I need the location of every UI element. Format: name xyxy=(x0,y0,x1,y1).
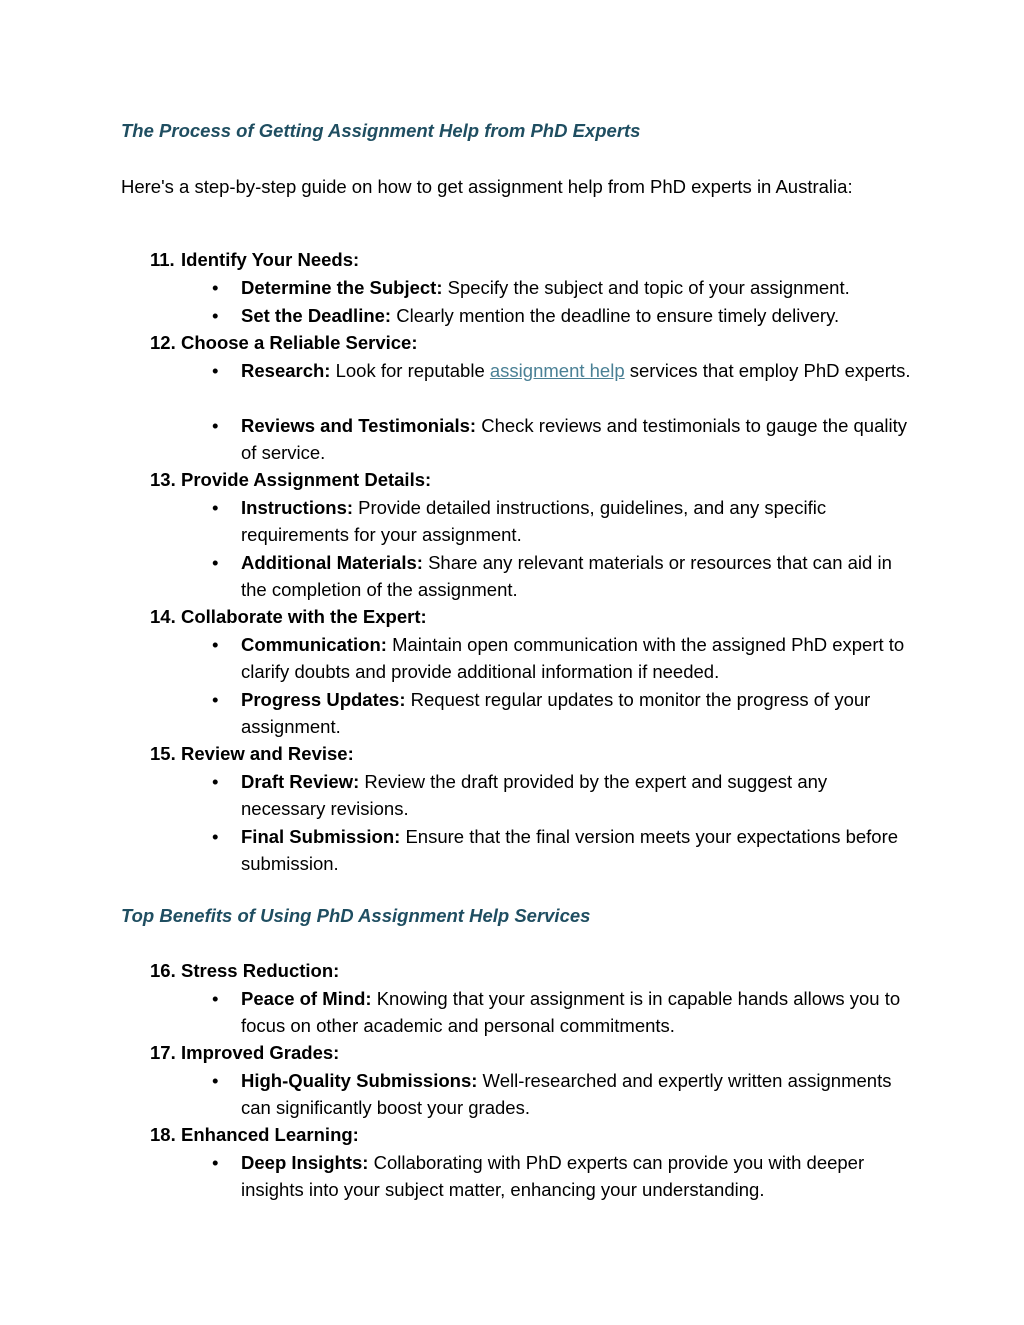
list-item-title-text: Improved Grades: xyxy=(181,1042,340,1063)
bullet-icon: • xyxy=(212,360,219,381)
list-item-number: 12. xyxy=(150,332,176,353)
bullet-item xyxy=(212,686,912,740)
list-item-title xyxy=(150,957,339,984)
bullet-label: Communication: xyxy=(241,634,387,655)
bullet-label: Final Submission: xyxy=(241,826,401,847)
list-item-title xyxy=(150,246,359,273)
list-item-title-text: Collaborate with the Expert: xyxy=(181,606,427,627)
bullet-icon: • xyxy=(212,415,219,436)
bullet-text: Well-researched and expertly written assignments can significantly boost your grades. xyxy=(241,1070,892,1118)
bullet-text: Request regular updates to monitor the progress of your assignment. xyxy=(241,689,871,737)
bullet-icon: • xyxy=(212,552,219,573)
list-item-title xyxy=(150,740,354,767)
bullet-icon: • xyxy=(212,988,219,1009)
list-item-title-text: Enhanced Learning: xyxy=(181,1124,359,1145)
bullet-icon: • xyxy=(212,1070,219,1091)
bullet-text: services that employ PhD experts. xyxy=(624,360,911,381)
bullet-text: Look for reputable xyxy=(330,360,490,381)
bullet-text: Provide detailed instructions, guidelines, and any specific requirements for your assignment. xyxy=(241,497,827,545)
bullet-label: Determine the Subject: xyxy=(241,277,443,298)
bullet-item xyxy=(212,1067,912,1121)
bullet-text: Review the draft provided by the expert and suggest any necessary revisions. xyxy=(241,771,828,819)
bullet-label: High-Quality Submissions: xyxy=(241,1070,478,1091)
bullet-item xyxy=(212,768,912,822)
bullet-label: Set the Deadline: xyxy=(241,305,392,326)
list-item-title-text: Choose a Reliable Service: xyxy=(181,332,418,353)
bullet-item xyxy=(212,1149,912,1203)
bullet-icon: • xyxy=(212,1152,219,1173)
bullet-text: Check reviews and testimonials to gauge the quality of service. xyxy=(241,415,907,463)
bullet-label: Deep Insights: xyxy=(241,1152,369,1173)
list-item-title xyxy=(150,466,431,493)
list-item-title-text: Identify Your Needs: xyxy=(181,249,360,270)
bullet-item xyxy=(212,549,912,603)
section-heading-process: The Process of Getting Assignment Help from PhD Experts xyxy=(121,120,641,141)
bullet-icon: • xyxy=(212,277,219,298)
list-item-title xyxy=(150,329,418,356)
list-item-title-text: Stress Reduction: xyxy=(181,960,340,981)
bullet-item xyxy=(212,985,912,1039)
bullet-item xyxy=(212,823,912,877)
bullet-label: Peace of Mind: xyxy=(241,988,372,1009)
bullet-icon: • xyxy=(212,305,219,326)
list-item-title-text: Provide Assignment Details: xyxy=(181,469,432,490)
list-item-number: 14. xyxy=(150,606,176,627)
bullet-icon: • xyxy=(212,826,219,847)
bullet-label: Reviews and Testimonials: xyxy=(241,415,477,436)
bullet-item xyxy=(212,274,912,301)
bullet-icon: • xyxy=(212,634,219,655)
intro-paragraph: Here's a step-by-step guide on how to get assignment help from PhD experts in Australia: xyxy=(121,176,853,197)
bullet-label: Draft Review: xyxy=(241,771,360,792)
bullet-text: Maintain open communication with the assigned PhD expert to clarify doubts and provide additional information if needed. xyxy=(241,634,905,682)
bullet-label: Instructions: xyxy=(241,497,354,518)
bullet-icon: • xyxy=(212,497,219,518)
bullet-item xyxy=(212,412,912,466)
bullet-text: Clearly mention the deadline to ensure timely delivery. xyxy=(391,305,840,326)
list-item-title-text: Review and Revise: xyxy=(181,743,354,764)
list-item-title xyxy=(150,1039,339,1066)
bullet-text: Specify the subject and topic of your assignment. xyxy=(442,277,850,298)
assignment-help-link[interactable]: assignment help xyxy=(489,360,625,381)
list-item-number: 17. xyxy=(150,1042,176,1063)
list-item-number: 16. xyxy=(150,960,176,981)
bullet-text: Knowing that your assignment is in capable hands allows you to focus on other academic and personal commitments. xyxy=(241,988,901,1036)
bullet-item xyxy=(212,357,912,384)
list-item-number: 15. xyxy=(150,743,176,764)
list-item-title xyxy=(150,1121,359,1148)
bullet-icon: • xyxy=(212,689,219,710)
section-heading-benefits: Top Benefits of Using PhD Assignment Help Services xyxy=(121,905,591,926)
bullet-item xyxy=(212,631,912,685)
list-item-number: 11. xyxy=(150,249,175,270)
bullet-item xyxy=(212,302,912,329)
bullet-label: Research: xyxy=(241,360,331,381)
list-item-number: 13. xyxy=(150,469,176,490)
bullet-text: Share any relevant materials or resources that can aid in the completion of the assignment. xyxy=(241,552,892,600)
bullet-text: Ensure that the final version meets your expectations before submission. xyxy=(241,826,899,874)
bullet-label: Additional Materials: xyxy=(241,552,423,573)
bullet-label: Progress Updates: xyxy=(241,689,406,710)
bullet-text: Collaborating with PhD experts can provide you with deeper insights into your subject matter, enhancing your understanding. xyxy=(241,1152,865,1200)
bullet-item xyxy=(212,494,912,548)
list-item-number: 18. xyxy=(150,1124,176,1145)
bullet-icon: • xyxy=(212,771,219,792)
list-item-title xyxy=(150,603,427,630)
